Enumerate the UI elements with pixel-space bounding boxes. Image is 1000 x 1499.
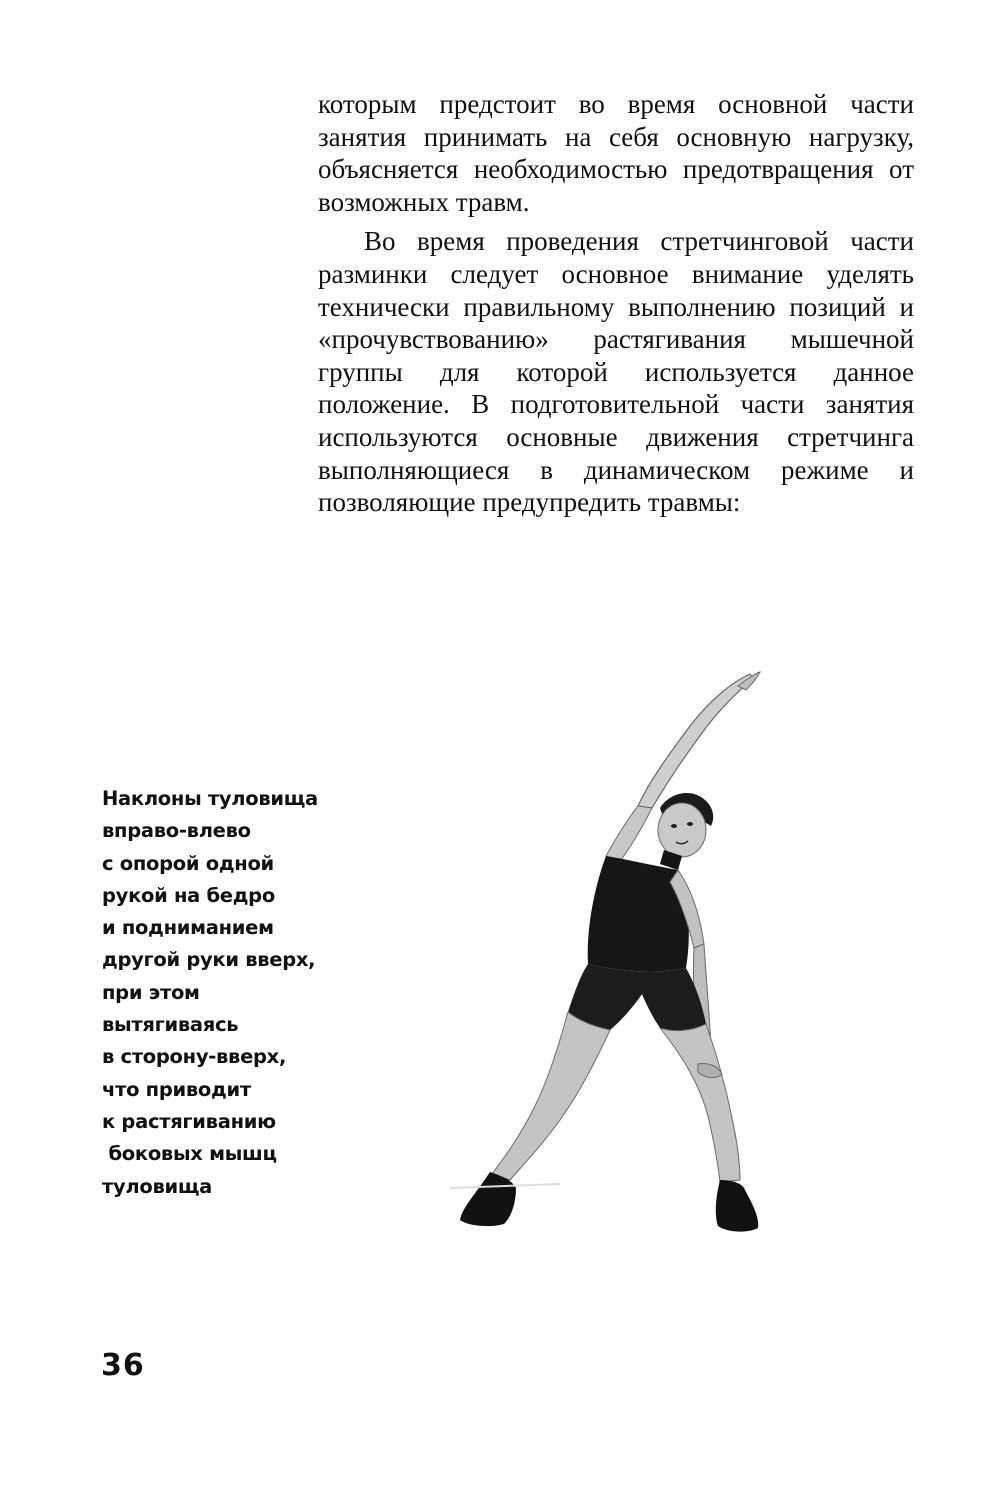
page-number: 36 (101, 1348, 145, 1383)
caption-line: Наклоны туловища (102, 787, 318, 810)
caption-line: что приводит (102, 1077, 251, 1101)
caption-line: боковых мышц (102, 1142, 277, 1166)
caption-line: вытягиваясь (102, 1013, 239, 1037)
body-text (318, 88, 914, 519)
caption-line: вправо-влево (102, 819, 251, 843)
figure-caption (102, 783, 327, 1203)
caption-line: к растягиванию (102, 1109, 276, 1133)
stretching-woman-photo (420, 668, 800, 1238)
caption-line: в сторону-вверх, (102, 1045, 287, 1069)
paragraph-2: Во время проведения стретчинговой части разминки следует основное внимание уделять технически правильному выполнению позиций и «прочувствованию» растягивания мышечной группы для которой используется данное положение. В подготовительной части занятия используются основные движения стретчинга выполняющиеся в динамическом режиме и позволяющие предупредить травмы: (318, 226, 914, 518)
paragraph-1: которым предстоит во время основной части занятия принимать на себя основную нагрузку, объясняется необходимостью предотвращения от возможных травм. (318, 89, 914, 217)
caption-line: с опорой одной (102, 851, 274, 875)
caption-line: рукой на бедро (102, 883, 275, 907)
caption-line: и подниманием (102, 916, 274, 940)
caption-line: другой руки вверх, (102, 948, 316, 972)
caption-line: при этом (102, 980, 200, 1004)
caption-line: туловища (102, 1174, 213, 1198)
